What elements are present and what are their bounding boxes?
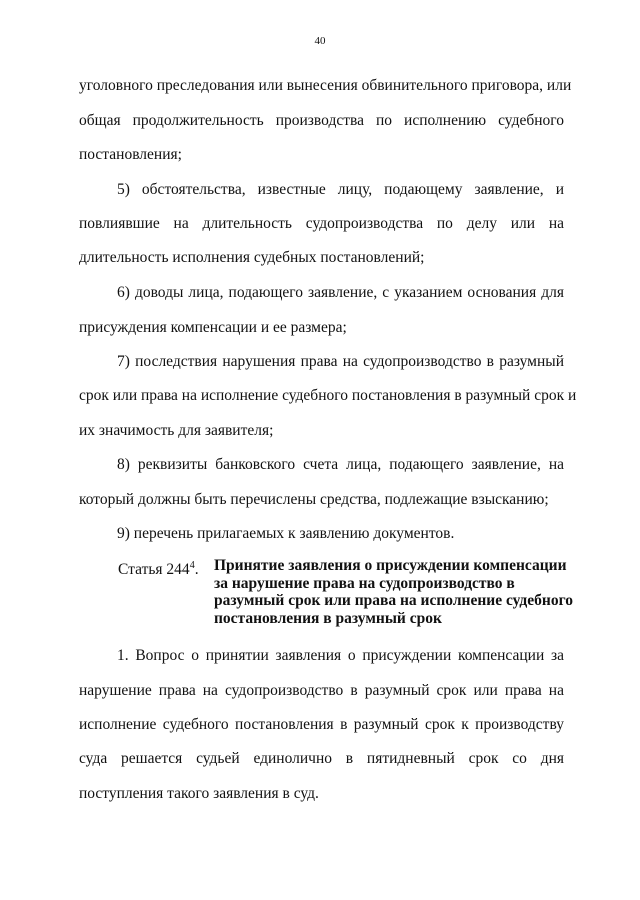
article-title [214,557,574,627]
article-number: Статья $244^4$. [118,560,199,578]
list-item-9: 9) перечень прилагаемых к заявлению документов. [117,525,455,542]
list-item-8: 8) реквизиты банковского счета лица, подающего заявление, на [117,456,564,473]
text-line: срок или права на исполнение судебного постановления в разумный срок и [79,387,577,404]
text-line: присуждения компенсации и ее размера; [79,319,347,336]
text-line: уголовного преследования или вынесения обвинительного приговора, или [79,77,572,94]
text-line: постановления; [79,146,182,163]
paragraph-1-line: суда решается судьей единолично в пятидневный срок со дня [79,750,564,767]
paragraph-1-line: исполнение судебного постановления в разумный срок к производству [79,716,564,733]
paragraph-1-line: 1. Вопрос о принятии заявления о присуждении компенсации за [117,647,564,664]
list-item-7: 7) последствия нарушения права на судопроизводство в разумный [117,353,564,370]
list-item-5: 5) обстоятельства, известные лицу, подающему заявление, и [117,181,564,198]
paragraph-1-line: нарушение права на судопроизводство в разумный срок или права на [79,682,564,699]
text-line: который должны быть перечислены средства, подлежащие взысканию; [79,491,549,508]
paragraph-1-line: поступления такого заявления в суд. [79,785,319,802]
text-line: их значимость для заявителя; [79,422,274,439]
text-line: общая продолжительность производства по исполнению судебного [79,112,564,129]
list-item-6: 6) доводы лица, подающего заявление, с указанием основания для [117,284,564,301]
article-title-line: Принятие заявления о присуждении компенсации [214,557,567,574]
text-line: повлиявшие на длительность судопроизводства по делу или на [79,215,564,232]
article-title-line: постановления в разумный срок [214,609,442,627]
page-number: 40 [314,35,326,47]
article-title-line: за нарушение права на судопроизводство в [214,574,515,592]
text-line: длительность исполнения судебных постановлений; [79,249,425,266]
article-title-line: разумный срок или права на исполнение судебного [214,592,573,609]
